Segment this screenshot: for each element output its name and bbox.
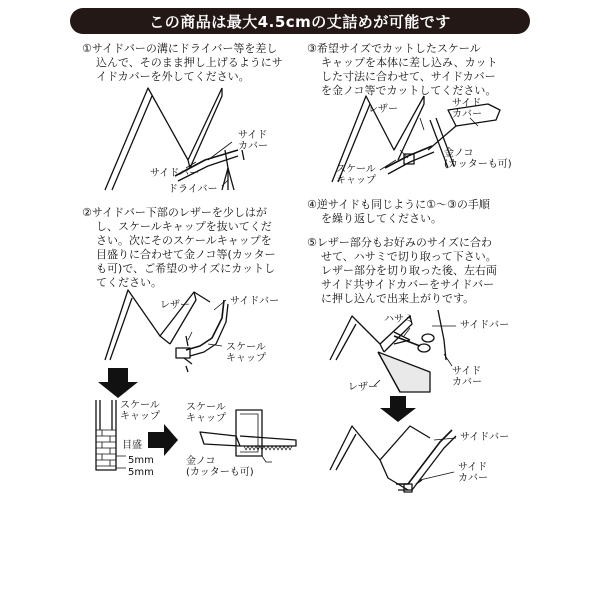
label-scale-cap-2-a: スケール bbox=[226, 342, 266, 353]
label-side-cover-1-b: カバー bbox=[238, 141, 268, 152]
step-5-number: ⑤ bbox=[307, 236, 317, 249]
title-banner: この商品は最大4.5cmの丈詰めが可能です bbox=[70, 8, 530, 34]
label-side-cover-3 bbox=[452, 98, 482, 120]
label-side-cover-final bbox=[458, 462, 488, 484]
step-4-line-2: を繰り返してください。 bbox=[321, 212, 442, 225]
step-1-number: ① bbox=[82, 42, 92, 55]
label-scale-cap-2c bbox=[186, 402, 226, 424]
label-leather-5: レザー bbox=[348, 382, 378, 393]
label-scissors: ハサミ bbox=[384, 314, 414, 325]
label-side-cover-final-b: カバー bbox=[458, 473, 488, 484]
step-2-line-6: てください。 bbox=[96, 276, 162, 289]
step-3-line-4: を金ノコ等でカットしてください。 bbox=[321, 84, 497, 97]
label-side-cover-final-a: サイド bbox=[458, 462, 488, 473]
label-side-cover-5 bbox=[452, 366, 482, 388]
step-3-number: ③ bbox=[307, 42, 317, 55]
step-5-line-4: サイド共サイドカバーをサイドバー bbox=[321, 278, 495, 291]
label-side-cover-5-b: カバー bbox=[452, 377, 482, 388]
step-5-line-3: レザー部分を切り取った後、左右両 bbox=[321, 264, 497, 277]
label-saw-3-b: (カッターも可) bbox=[444, 159, 512, 170]
label-leather-2: レザー bbox=[160, 300, 190, 311]
label-side-bar-final: サイドバー bbox=[460, 432, 510, 443]
label-5mm-b: 5mm bbox=[128, 467, 154, 478]
right-arrow-icon bbox=[148, 424, 178, 456]
step-1-line-3: イドカバーを外してください。 bbox=[96, 70, 250, 83]
label-scale-cap-3-b: キャップ bbox=[336, 175, 376, 186]
step-2-line-1: サイドバー下部のレザーを少しはが bbox=[91, 206, 267, 219]
label-scale-cap-2b-a: スケール bbox=[120, 400, 160, 411]
step-5-line-2: せて、ハサミで切り取って下さい。 bbox=[321, 250, 497, 263]
final-illustration bbox=[330, 426, 456, 492]
label-saw-2c bbox=[186, 456, 254, 478]
label-side-cover-3-a: サイド bbox=[452, 98, 482, 109]
step-2-line-2: し、スケールキャップを抜いてくだ bbox=[96, 220, 272, 233]
label-scale-cap-2 bbox=[226, 342, 266, 364]
step-4-line-1: 逆サイドも同じように①～③の手順 bbox=[316, 198, 490, 211]
label-scale-cap-2b bbox=[120, 400, 160, 422]
label-side-cover-5-a: サイド bbox=[452, 366, 482, 377]
label-saw-3-a: 金ノコ bbox=[444, 148, 474, 159]
label-side-cover-1 bbox=[238, 130, 268, 152]
label-scale-cap-2c-a: スケール bbox=[186, 402, 226, 413]
down-arrow-icon-2 bbox=[380, 396, 416, 422]
step-1-line-2: 込んで、そのまま押し上げるようにサ bbox=[96, 56, 283, 69]
step-3-line-2: キャップを本体に差し込み、カット bbox=[321, 56, 498, 69]
step-3-line-3: した寸法に合わせて、サイドカバー bbox=[321, 70, 496, 83]
label-leather-3: レザー bbox=[368, 104, 398, 115]
label-side-cover-3-b: カバー bbox=[452, 109, 482, 120]
label-driver: ドライバー bbox=[168, 184, 218, 195]
step-5-line-5: に押し込んで出来上がりです。 bbox=[321, 292, 475, 305]
label-scale-cap-3-a: スケール bbox=[336, 164, 376, 175]
step-2-line-3: さい。次にそのスケールキャップを bbox=[96, 234, 272, 247]
label-side-bar-2: サイドバー bbox=[230, 296, 280, 307]
label-scale-cap-2c-b: キャップ bbox=[186, 413, 226, 424]
label-saw-2c-b: (カッターも可) bbox=[186, 467, 254, 478]
label-saw-2c-a: 金ノコ bbox=[186, 456, 216, 467]
step-3-line-1: 希望サイズでカットしたスケール bbox=[316, 42, 481, 55]
step-4-number: ④ bbox=[307, 198, 317, 211]
step-1-line-1: サイドバーの溝にドライバー等を差し bbox=[91, 42, 278, 55]
down-arrow-icon bbox=[98, 368, 138, 398]
label-scale-cap-3 bbox=[336, 164, 376, 186]
step-5-line-1: レザー部分もお好みのサイズに合わ bbox=[316, 236, 492, 249]
step-2-line-5: も可)で、ご希望のサイズにカットし bbox=[96, 262, 276, 275]
label-side-cover-1-a: サイド bbox=[238, 130, 268, 141]
label-saw-3 bbox=[444, 148, 512, 170]
step-2-line-4: 目盛りに合わせて金ノコ等(カッター bbox=[96, 248, 276, 261]
label-scale-cap-2b-b: キャップ bbox=[120, 411, 160, 422]
label-side-bar-5: サイドバー bbox=[460, 320, 510, 331]
label-5mm-a: 5mm bbox=[128, 455, 154, 466]
label-scale: 目盛 bbox=[122, 440, 142, 451]
step-2-number: ② bbox=[82, 206, 92, 219]
label-side-bar-1: サイドバー bbox=[150, 168, 200, 179]
label-scale-cap-2-b: キャップ bbox=[226, 353, 266, 364]
